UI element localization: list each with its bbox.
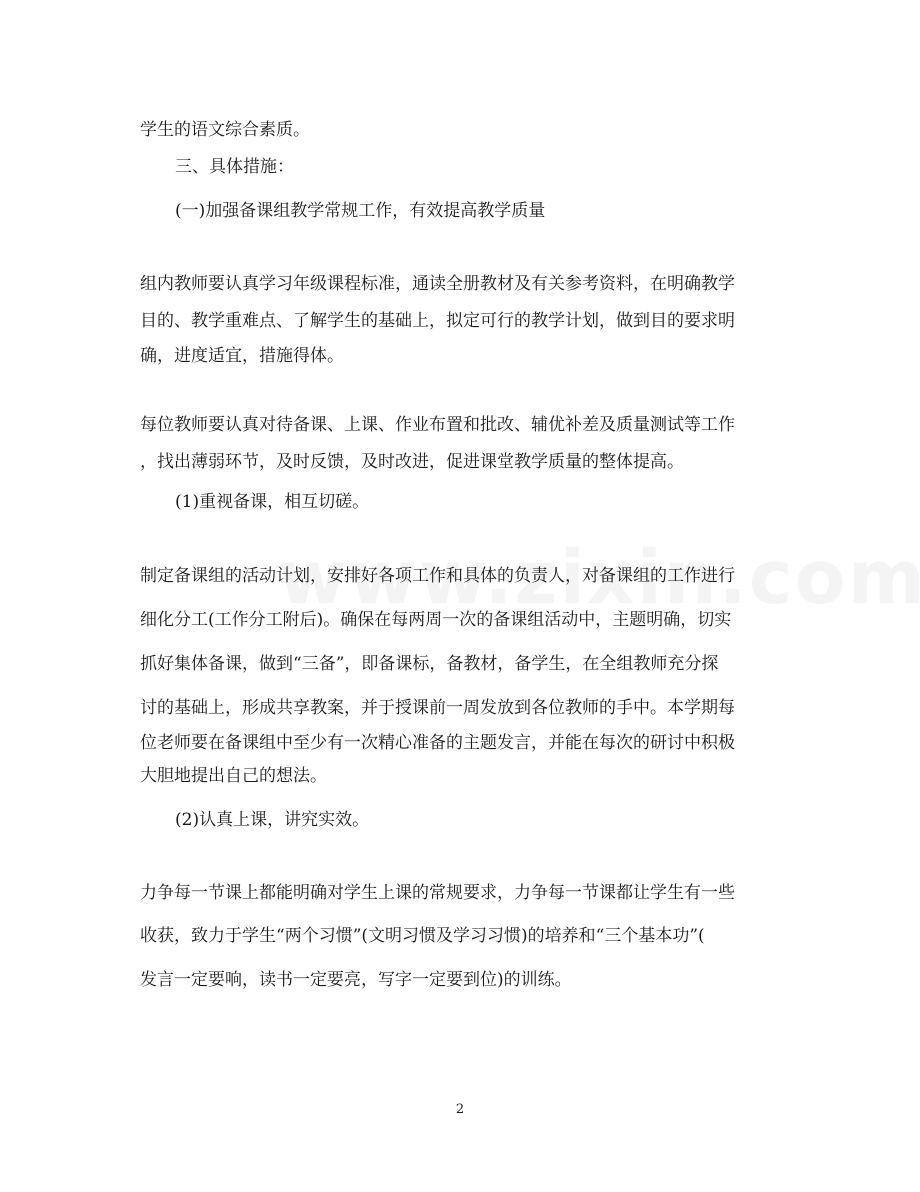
text-line: 确，进度适宜，措施得体。 bbox=[140, 346, 344, 366]
text-line: 学生的语文综合素质。 bbox=[140, 120, 310, 140]
text-line: 大胆地提出自己的想法。 bbox=[140, 766, 327, 786]
item-heading: (2)认真上课，讲究实效。 bbox=[175, 810, 370, 830]
text-line: 发言一定要响，读书一定要亮，写字一定要到位)的训练。 bbox=[140, 970, 572, 990]
text-line: 组内教师要认真学习年级课程标准，通读全册教材及有关参考资料，在明确教学 bbox=[140, 274, 735, 294]
subsection-heading: (一)加强备课组教学常规工作，有效提高教学质量 bbox=[175, 201, 546, 221]
text-line: 目的、教学重难点、了解学生的基础上，拟定可行的教学计划，做到目的要求明 bbox=[140, 311, 735, 331]
item-heading: (1)重视备课，相互切磋。 bbox=[175, 492, 370, 512]
text-line: 位老师要在备课组中至少有一次精心准备的主题发言，并能在每次的研讨中积极 bbox=[140, 733, 735, 753]
text-line: 制定备课组的活动计划，安排好各项工作和具体的负责人，对备课组的工作进行 bbox=[140, 566, 735, 586]
text-line: 每位教师要认真对待备课、上课、作业布置和批改、辅优补差及质量测试等工作 bbox=[140, 415, 735, 435]
page-number: 2 bbox=[455, 1102, 465, 1117]
text-line: 力争每一节课上都能明确对学生上课的常规要求，力争每一节课都让学生有一些 bbox=[140, 883, 735, 903]
section-heading: 三、具体措施： bbox=[175, 157, 294, 177]
text-line: ，找出薄弱环节，及时反馈，及时改进，促进课堂教学质量的整体提高。 bbox=[140, 452, 684, 472]
text-line: 讨的基础上，形成共享教案，并于授课前一周发放到各位教师的手中。本学期每 bbox=[140, 698, 735, 718]
text-line: 细化分工(工作分工附后)。确保在每两周一次的备课组活动中，主题明确，切实 bbox=[140, 610, 732, 630]
text-line: 抓好集体备课，做到“三备”，即备课标，备教材，备学生，在全组教师充分探 bbox=[140, 654, 719, 674]
text-line: 收获，致力于学生“两个习惯”(文明习惯及学习习惯)的培养和“三个基本功”( bbox=[140, 926, 705, 946]
